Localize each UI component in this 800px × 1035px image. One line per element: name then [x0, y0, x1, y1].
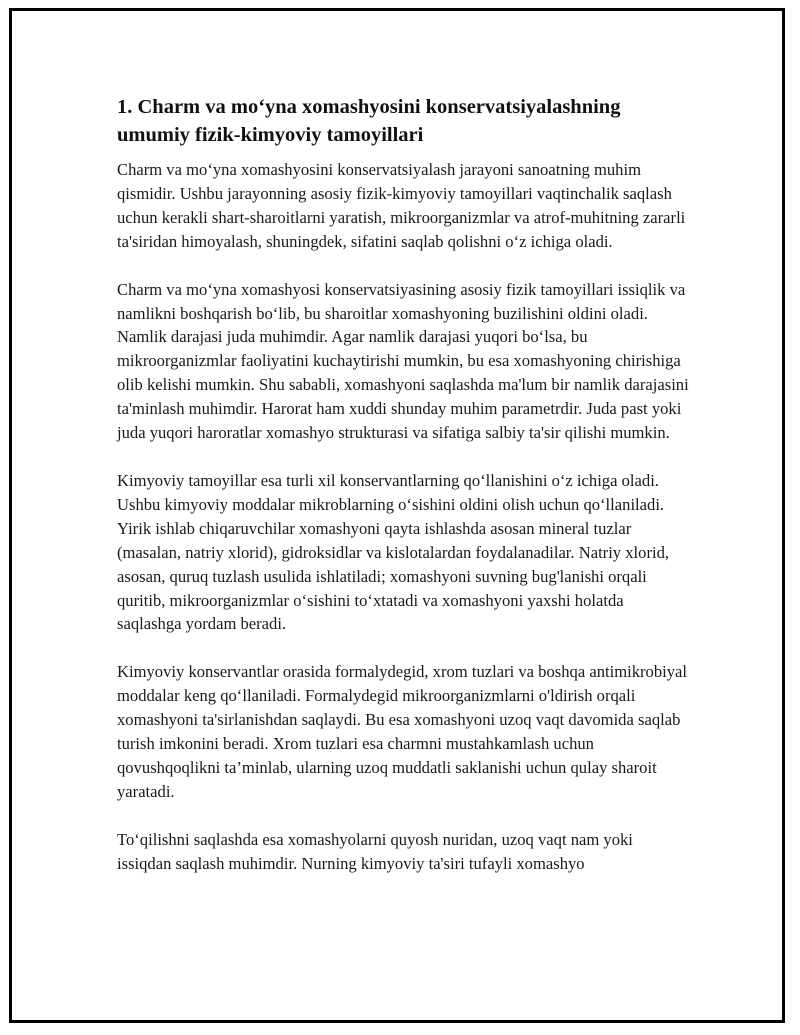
paragraph-2: Charm va mo‘yna xomashyosi konservatsiyasining asosiy fizik tamoyillari issiqlik va namlikni boshqarish bo‘lib, bu sharoitlar xomashyoning buzilishini oldini oladi. Namlik darajasi juda muhimdir. Agar namlik darajasi yuqori bo‘lsa, bu mikroorganizmlar faoliyatini kuchaytirishi mumkin, bu esa xomashyoning chirishiga olib kelishi mumkin. Shu sababli, xomashyoni saqlashda ma'lum bir namlik darajasini ta'minlash muhimdir. Harorat ham xuddi shunday muhim parametrdir. Juda past yoki juda yuqori haroratlar xomashyo strukturasi va sifatiga salbiy ta'sir qilishi mumkin. [117, 279, 689, 443]
document-body [117, 93, 689, 900]
paragraph-3: Kimyoviy tamoyillar esa turli xil konservantlarning qo‘llanishini o‘z ichiga oladi. Ushbu kimyoviy moddalar mikroblarning o‘sishini oldini olish uchun qo‘llaniladi. Yirik ishlab chiqaruvchilar xomashyoni qayta ishlashda asosan mineral tuzlar (masalan, natriy xlorid), gidroksidlar va kislotalardan foydalanadilar. Natriy xlorid, asosan, quruq tuzlash usulida ishlatiladi; xomashyoni suvning bug'lanishi orqali quritib, mikroorganizmlar o‘sishini to‘xtatadi va xomashyoni yaxshi holatda saqlashga yordam beradi. [117, 470, 670, 634]
paragraph-4: Kimyoviy konservantlar orasida formalydegid, xrom tuzlari va boshqa antimikrobiyal moddalar keng qo‘llaniladi. Formalydegid mikroorganizmlarni o'ldirish orqali xomashyoni ta'sirlanishdan saqlaydi. Bu esa xomashyoni uzoq vaqt davomida saqlab turish imkonini beradi. Xrom tuzlari esa charmni mustahkamlash uchun qovushqoqlikni ta’minlab, ularning uzoq muddatli saklanishi uchun qulay sharoit yaratadi. [117, 662, 688, 801]
paragraph-1: Charm va mo‘yna xomashyosini konservatsiyalash jarayoni sanoatning muhim qismidir. Ushbu jarayonning asosiy fizik-kimyoviy tamoyillari vaqtinchalik saqlash uchun kerakli shart-sharoitlarni yaratish, mikroorganizmlar va atrof-muhitning zararli ta'siridan himoyalash, shuningdek, sifatini saqlab qolishni o‘z ichiga oladi. [117, 160, 686, 251]
paragraph-5: To‘qilishni saqlashda esa xomashyolarni quyosh nuridan, uzoq vaqt nam yoki issiqdan saqlash muhimdir. Nurning kimyoviy ta'siri tufayli xomashyo [117, 829, 633, 873]
section-heading: 1. Charm va mo‘yna xomashyosini konservatsiyalashning umumiy fizik-kimyoviy tamoyillari [117, 96, 621, 146]
